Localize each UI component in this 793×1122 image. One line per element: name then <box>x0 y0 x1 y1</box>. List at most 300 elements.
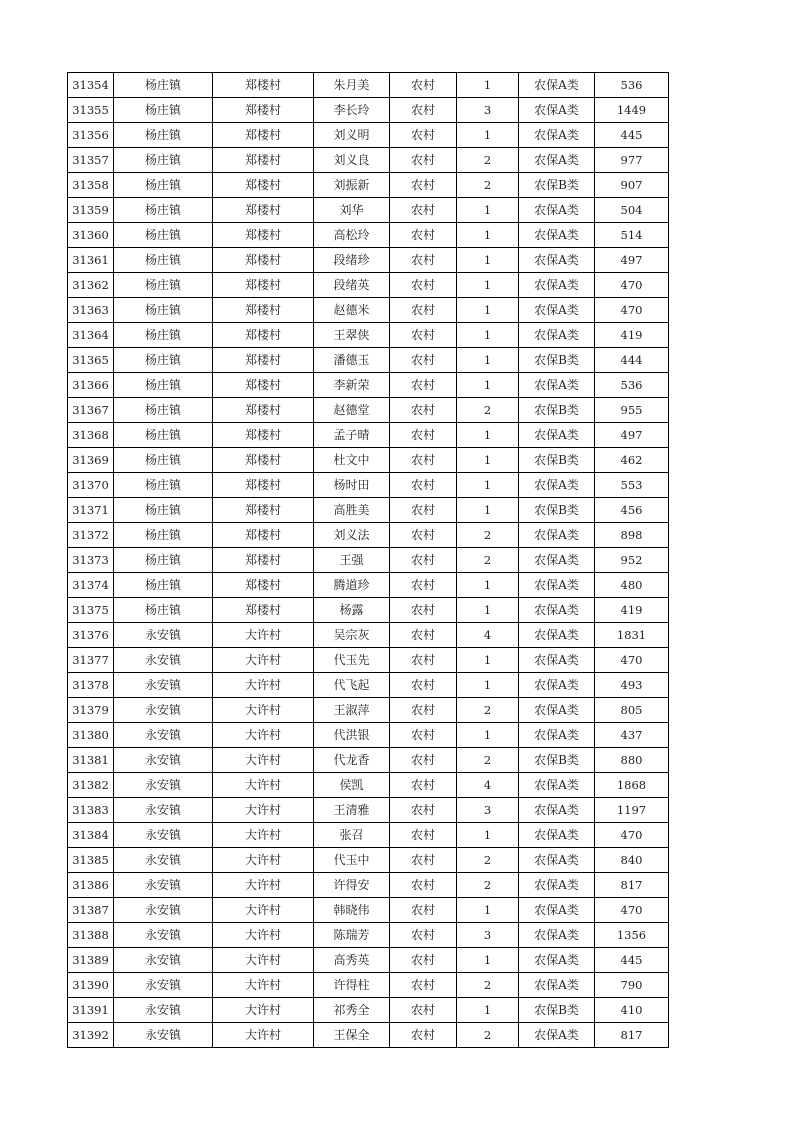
cell-town: 永安镇 <box>114 723 213 748</box>
cell-amount: 977 <box>595 148 669 173</box>
cell-insurance-category: 农保B类 <box>519 998 595 1023</box>
cell-amount: 898 <box>595 523 669 548</box>
cell-household-size: 1 <box>457 673 519 698</box>
cell-amount: 444 <box>595 348 669 373</box>
cell-id: 31366 <box>68 373 114 398</box>
cell-id: 31368 <box>68 423 114 448</box>
cell-household-size: 2 <box>457 523 519 548</box>
cell-insurance-category: 农保A类 <box>519 848 595 873</box>
cell-name: 代龙香 <box>314 748 390 773</box>
cell-town: 杨庄镇 <box>114 198 213 223</box>
cell-town: 永安镇 <box>114 798 213 823</box>
cell-amount: 840 <box>595 848 669 873</box>
table-row <box>68 298 669 323</box>
table-row <box>68 398 669 423</box>
cell-id: 31367 <box>68 398 114 423</box>
cell-town: 永安镇 <box>114 973 213 998</box>
cell-type: 农村 <box>390 473 457 498</box>
cell-type: 农村 <box>390 348 457 373</box>
cell-village: 郑楼村 <box>213 248 314 273</box>
cell-village: 大许村 <box>213 798 314 823</box>
cell-id: 31380 <box>68 723 114 748</box>
cell-town: 永安镇 <box>114 623 213 648</box>
cell-name: 朱月美 <box>314 73 390 98</box>
cell-village: 大许村 <box>213 748 314 773</box>
cell-type: 农村 <box>390 798 457 823</box>
cell-village: 郑楼村 <box>213 398 314 423</box>
cell-id: 31358 <box>68 173 114 198</box>
cell-id: 31374 <box>68 573 114 598</box>
cell-amount: 1356 <box>595 923 669 948</box>
table-row <box>68 748 669 773</box>
cell-town: 永安镇 <box>114 648 213 673</box>
cell-town: 永安镇 <box>114 823 213 848</box>
cell-id: 31355 <box>68 98 114 123</box>
cell-town: 永安镇 <box>114 673 213 698</box>
cell-insurance-category: 农保A类 <box>519 373 595 398</box>
cell-village: 郑楼村 <box>213 223 314 248</box>
cell-household-size: 1 <box>457 223 519 248</box>
cell-insurance-category: 农保A类 <box>519 548 595 573</box>
cell-type: 农村 <box>390 223 457 248</box>
cell-amount: 536 <box>595 373 669 398</box>
cell-amount: 470 <box>595 273 669 298</box>
cell-insurance-category: 农保A类 <box>519 273 595 298</box>
cell-id: 31383 <box>68 798 114 823</box>
cell-type: 农村 <box>390 448 457 473</box>
table-row <box>68 923 669 948</box>
table-row <box>68 323 669 348</box>
cell-town: 杨庄镇 <box>114 498 213 523</box>
cell-type: 农村 <box>390 873 457 898</box>
cell-town: 永安镇 <box>114 848 213 873</box>
cell-village: 郑楼村 <box>213 448 314 473</box>
cell-name: 祁秀全 <box>314 998 390 1023</box>
cell-village: 郑楼村 <box>213 198 314 223</box>
cell-id: 31377 <box>68 648 114 673</box>
cell-town: 杨庄镇 <box>114 473 213 498</box>
cell-household-size: 1 <box>457 73 519 98</box>
cell-amount: 1449 <box>595 98 669 123</box>
table-row <box>68 498 669 523</box>
table-row <box>68 223 669 248</box>
cell-insurance-category: 农保A类 <box>519 73 595 98</box>
cell-town: 杨庄镇 <box>114 323 213 348</box>
cell-type: 农村 <box>390 573 457 598</box>
cell-village: 大许村 <box>213 898 314 923</box>
table-row <box>68 948 669 973</box>
cell-name: 陈瑞芳 <box>314 923 390 948</box>
cell-name: 王保全 <box>314 1023 390 1048</box>
cell-type: 农村 <box>390 373 457 398</box>
cell-name: 刘义法 <box>314 523 390 548</box>
cell-household-size: 1 <box>457 598 519 623</box>
cell-name: 刘义良 <box>314 148 390 173</box>
table-row <box>68 648 669 673</box>
cell-insurance-category: 农保A类 <box>519 823 595 848</box>
table-row <box>68 698 669 723</box>
cell-id: 31387 <box>68 898 114 923</box>
cell-name: 王翠侠 <box>314 323 390 348</box>
cell-amount: 470 <box>595 823 669 848</box>
cell-name: 王淑萍 <box>314 698 390 723</box>
cell-id: 31390 <box>68 973 114 998</box>
cell-town: 永安镇 <box>114 998 213 1023</box>
cell-town: 杨庄镇 <box>114 173 213 198</box>
cell-household-size: 1 <box>457 898 519 923</box>
table-row <box>68 848 669 873</box>
cell-id: 31365 <box>68 348 114 373</box>
cell-insurance-category: 农保A类 <box>519 298 595 323</box>
cell-id: 31382 <box>68 773 114 798</box>
cell-amount: 514 <box>595 223 669 248</box>
table-row <box>68 773 669 798</box>
table-row <box>68 173 669 198</box>
cell-insurance-category: 农保A类 <box>519 873 595 898</box>
table-row <box>68 373 669 398</box>
table-row <box>68 998 669 1023</box>
cell-insurance-category: 农保A类 <box>519 723 595 748</box>
cell-type: 农村 <box>390 173 457 198</box>
cell-name: 代玉中 <box>314 848 390 873</box>
cell-type: 农村 <box>390 398 457 423</box>
cell-type: 农村 <box>390 248 457 273</box>
cell-name: 高松玲 <box>314 223 390 248</box>
cell-amount: 817 <box>595 873 669 898</box>
table-row <box>68 73 669 98</box>
cell-household-size: 2 <box>457 173 519 198</box>
cell-name: 代玉先 <box>314 648 390 673</box>
cell-town: 永安镇 <box>114 698 213 723</box>
cell-type: 农村 <box>390 748 457 773</box>
cell-type: 农村 <box>390 1023 457 1048</box>
cell-village: 大许村 <box>213 773 314 798</box>
cell-town: 永安镇 <box>114 873 213 898</box>
cell-amount: 553 <box>595 473 669 498</box>
cell-town: 杨庄镇 <box>114 448 213 473</box>
cell-village: 大许村 <box>213 998 314 1023</box>
cell-town: 永安镇 <box>114 923 213 948</box>
cell-village: 大许村 <box>213 1023 314 1048</box>
cell-type: 农村 <box>390 948 457 973</box>
cell-village: 郑楼村 <box>213 423 314 448</box>
records-table <box>67 72 669 1048</box>
cell-household-size: 1 <box>457 723 519 748</box>
cell-id: 31379 <box>68 698 114 723</box>
cell-town: 杨庄镇 <box>114 148 213 173</box>
table-row <box>68 973 669 998</box>
cell-name: 刘振新 <box>314 173 390 198</box>
cell-type: 农村 <box>390 623 457 648</box>
cell-amount: 536 <box>595 73 669 98</box>
cell-type: 农村 <box>390 673 457 698</box>
cell-household-size: 2 <box>457 748 519 773</box>
table-row <box>68 898 669 923</box>
cell-amount: 470 <box>595 298 669 323</box>
cell-id: 31369 <box>68 448 114 473</box>
cell-amount: 456 <box>595 498 669 523</box>
cell-village: 大许村 <box>213 648 314 673</box>
cell-name: 侯凯 <box>314 773 390 798</box>
cell-household-size: 1 <box>457 123 519 148</box>
table-row <box>68 473 669 498</box>
cell-village: 郑楼村 <box>213 148 314 173</box>
cell-amount: 805 <box>595 698 669 723</box>
cell-household-size: 2 <box>457 973 519 998</box>
cell-town: 杨庄镇 <box>114 98 213 123</box>
cell-amount: 445 <box>595 948 669 973</box>
cell-town: 永安镇 <box>114 773 213 798</box>
cell-insurance-category: 农保A类 <box>519 923 595 948</box>
cell-type: 农村 <box>390 923 457 948</box>
cell-insurance-category: 农保A类 <box>519 798 595 823</box>
cell-amount: 497 <box>595 248 669 273</box>
cell-household-size: 3 <box>457 798 519 823</box>
table-row <box>68 548 669 573</box>
cell-type: 农村 <box>390 973 457 998</box>
table-row <box>68 448 669 473</box>
cell-amount: 437 <box>595 723 669 748</box>
cell-name: 吴宗灰 <box>314 623 390 648</box>
cell-name: 李新荣 <box>314 373 390 398</box>
cell-household-size: 1 <box>457 448 519 473</box>
cell-type: 农村 <box>390 298 457 323</box>
cell-household-size: 1 <box>457 948 519 973</box>
table-row <box>68 523 669 548</box>
table-row <box>68 1023 669 1048</box>
cell-insurance-category: 农保B类 <box>519 448 595 473</box>
cell-household-size: 2 <box>457 848 519 873</box>
cell-amount: 1197 <box>595 798 669 823</box>
cell-id: 31362 <box>68 273 114 298</box>
cell-village: 郑楼村 <box>213 523 314 548</box>
cell-type: 农村 <box>390 523 457 548</box>
cell-village: 大许村 <box>213 873 314 898</box>
cell-type: 农村 <box>390 123 457 148</box>
cell-name: 赵德米 <box>314 298 390 323</box>
cell-household-size: 1 <box>457 473 519 498</box>
cell-town: 杨庄镇 <box>114 273 213 298</box>
cell-name: 刘华 <box>314 198 390 223</box>
cell-village: 大许村 <box>213 673 314 698</box>
cell-type: 农村 <box>390 148 457 173</box>
table-row <box>68 198 669 223</box>
cell-village: 郑楼村 <box>213 498 314 523</box>
cell-town: 杨庄镇 <box>114 598 213 623</box>
cell-amount: 880 <box>595 748 669 773</box>
cell-insurance-category: 农保A类 <box>519 648 595 673</box>
cell-household-size: 4 <box>457 773 519 798</box>
cell-name: 韩晓伟 <box>314 898 390 923</box>
table-row <box>68 423 669 448</box>
cell-village: 郑楼村 <box>213 298 314 323</box>
cell-insurance-category: 农保A类 <box>519 423 595 448</box>
cell-id: 31361 <box>68 248 114 273</box>
cell-insurance-category: 农保A类 <box>519 148 595 173</box>
cell-type: 农村 <box>390 698 457 723</box>
cell-village: 郑楼村 <box>213 548 314 573</box>
cell-amount: 790 <box>595 973 669 998</box>
cell-household-size: 2 <box>457 873 519 898</box>
cell-name: 杜文中 <box>314 448 390 473</box>
cell-insurance-category: 农保A类 <box>519 673 595 698</box>
cell-household-size: 2 <box>457 1023 519 1048</box>
cell-amount: 462 <box>595 448 669 473</box>
cell-household-size: 1 <box>457 348 519 373</box>
cell-type: 农村 <box>390 98 457 123</box>
cell-id: 31372 <box>68 523 114 548</box>
table-row <box>68 873 669 898</box>
cell-insurance-category: 农保A类 <box>519 1023 595 1048</box>
cell-village: 郑楼村 <box>213 373 314 398</box>
cell-household-size: 1 <box>457 823 519 848</box>
cell-name: 赵德堂 <box>314 398 390 423</box>
cell-name: 段绪英 <box>314 273 390 298</box>
cell-id: 31370 <box>68 473 114 498</box>
cell-town: 杨庄镇 <box>114 573 213 598</box>
cell-amount: 497 <box>595 423 669 448</box>
cell-insurance-category: 农保A类 <box>519 98 595 123</box>
cell-id: 31357 <box>68 148 114 173</box>
cell-insurance-category: 农保A类 <box>519 598 595 623</box>
cell-village: 大许村 <box>213 923 314 948</box>
cell-name: 王强 <box>314 548 390 573</box>
cell-household-size: 1 <box>457 273 519 298</box>
cell-household-size: 1 <box>457 573 519 598</box>
cell-type: 农村 <box>390 423 457 448</box>
cell-amount: 419 <box>595 598 669 623</box>
cell-amount: 817 <box>595 1023 669 1048</box>
cell-id: 31378 <box>68 673 114 698</box>
cell-town: 杨庄镇 <box>114 298 213 323</box>
cell-id: 31375 <box>68 598 114 623</box>
cell-type: 农村 <box>390 823 457 848</box>
cell-id: 31388 <box>68 923 114 948</box>
cell-id: 31360 <box>68 223 114 248</box>
cell-household-size: 4 <box>457 623 519 648</box>
cell-id: 31376 <box>68 623 114 648</box>
cell-insurance-category: 农保A类 <box>519 473 595 498</box>
cell-name: 腾道珍 <box>314 573 390 598</box>
cell-household-size: 3 <box>457 98 519 123</box>
cell-amount: 445 <box>595 123 669 148</box>
cell-village: 大许村 <box>213 623 314 648</box>
cell-amount: 470 <box>595 648 669 673</box>
cell-amount: 480 <box>595 573 669 598</box>
table-row <box>68 673 669 698</box>
cell-household-size: 2 <box>457 398 519 423</box>
cell-type: 农村 <box>390 998 457 1023</box>
cell-insurance-category: 农保A类 <box>519 623 595 648</box>
cell-amount: 419 <box>595 323 669 348</box>
cell-town: 杨庄镇 <box>114 348 213 373</box>
cell-type: 农村 <box>390 898 457 923</box>
cell-amount: 1831 <box>595 623 669 648</box>
cell-id: 31359 <box>68 198 114 223</box>
cell-village: 大许村 <box>213 848 314 873</box>
cell-name: 孟子晴 <box>314 423 390 448</box>
cell-name: 许得柱 <box>314 973 390 998</box>
cell-insurance-category: 农保B类 <box>519 173 595 198</box>
cell-id: 31385 <box>68 848 114 873</box>
cell-name: 高秀英 <box>314 948 390 973</box>
cell-type: 农村 <box>390 773 457 798</box>
cell-name: 李长玲 <box>314 98 390 123</box>
cell-id: 31381 <box>68 748 114 773</box>
cell-id: 31386 <box>68 873 114 898</box>
cell-household-size: 1 <box>457 423 519 448</box>
table-row <box>68 598 669 623</box>
cell-village: 大许村 <box>213 723 314 748</box>
cell-type: 农村 <box>390 273 457 298</box>
cell-id: 31364 <box>68 323 114 348</box>
cell-type: 农村 <box>390 548 457 573</box>
cell-amount: 493 <box>595 673 669 698</box>
cell-village: 郑楼村 <box>213 598 314 623</box>
cell-amount: 1868 <box>595 773 669 798</box>
table-row <box>68 823 669 848</box>
cell-village: 郑楼村 <box>213 123 314 148</box>
cell-type: 农村 <box>390 498 457 523</box>
cell-insurance-category: 农保B类 <box>519 348 595 373</box>
cell-household-size: 1 <box>457 373 519 398</box>
cell-household-size: 2 <box>457 698 519 723</box>
table-row <box>68 123 669 148</box>
cell-village: 郑楼村 <box>213 273 314 298</box>
cell-type: 农村 <box>390 198 457 223</box>
cell-type: 农村 <box>390 723 457 748</box>
cell-village: 郑楼村 <box>213 573 314 598</box>
cell-insurance-category: 农保A类 <box>519 123 595 148</box>
cell-name: 段绪珍 <box>314 248 390 273</box>
cell-household-size: 1 <box>457 498 519 523</box>
table-body <box>68 73 669 1048</box>
cell-town: 永安镇 <box>114 948 213 973</box>
cell-insurance-category: 农保A类 <box>519 698 595 723</box>
cell-id: 31389 <box>68 948 114 973</box>
cell-insurance-category: 农保A类 <box>519 523 595 548</box>
cell-village: 郑楼村 <box>213 473 314 498</box>
table-row <box>68 348 669 373</box>
cell-amount: 470 <box>595 898 669 923</box>
table-row <box>68 798 669 823</box>
cell-insurance-category: 农保A类 <box>519 198 595 223</box>
cell-town: 杨庄镇 <box>114 73 213 98</box>
table-row <box>68 248 669 273</box>
cell-type: 农村 <box>390 848 457 873</box>
cell-village: 郑楼村 <box>213 348 314 373</box>
cell-insurance-category: 农保A类 <box>519 573 595 598</box>
cell-name: 高胜美 <box>314 498 390 523</box>
cell-household-size: 1 <box>457 323 519 348</box>
cell-insurance-category: 农保A类 <box>519 323 595 348</box>
cell-insurance-category: 农保A类 <box>519 223 595 248</box>
cell-id: 31371 <box>68 498 114 523</box>
cell-household-size: 1 <box>457 198 519 223</box>
cell-insurance-category: 农保B类 <box>519 398 595 423</box>
cell-amount: 907 <box>595 173 669 198</box>
cell-household-size: 1 <box>457 248 519 273</box>
cell-insurance-category: 农保B类 <box>519 748 595 773</box>
cell-amount: 952 <box>595 548 669 573</box>
cell-town: 杨庄镇 <box>114 423 213 448</box>
table-row <box>68 148 669 173</box>
cell-town: 永安镇 <box>114 1023 213 1048</box>
cell-name: 杨时田 <box>314 473 390 498</box>
table-row <box>68 273 669 298</box>
cell-name: 张召 <box>314 823 390 848</box>
cell-type: 农村 <box>390 323 457 348</box>
